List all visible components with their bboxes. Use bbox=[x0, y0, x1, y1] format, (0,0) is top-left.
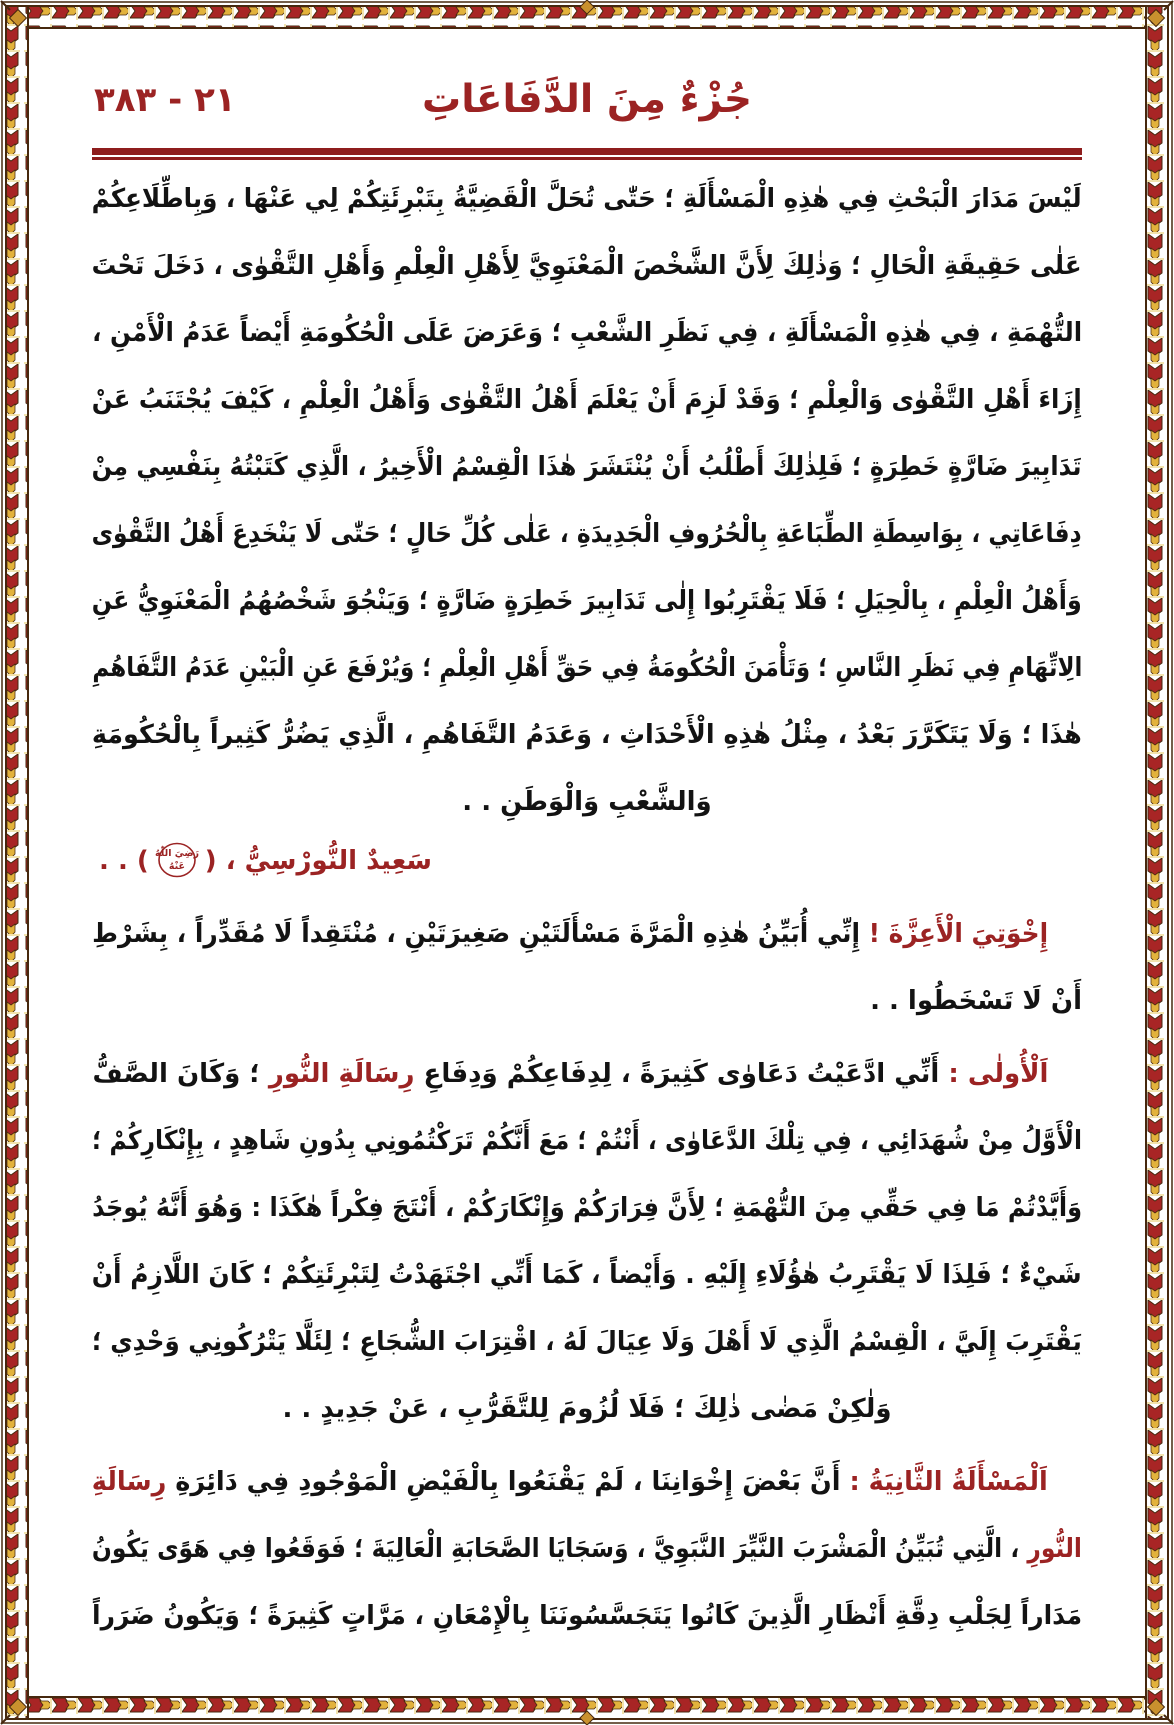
line-content bbox=[92, 568, 1082, 635]
page-title: جُزْءٌ مِنَ الدَّفَاعَاتِ bbox=[422, 77, 752, 122]
line-content bbox=[92, 1041, 1048, 1108]
text-segment: يَقْتَرِبَ إِلَيَّ ، الْقِسْمُ الَّذِي لَا أَهْلَ وَلَا عِيَالَ لَهُ ، اقْتِرَابَ الشُّجَاعِ ؛ لِئَلَّا يَتْرُكُونِي وَحْدِي ؛ bbox=[92, 1327, 1082, 1357]
line-content bbox=[92, 166, 1082, 233]
line-content bbox=[92, 367, 1082, 434]
line-content bbox=[92, 1516, 1082, 1583]
highlighted-term: النُّورِ bbox=[1027, 1534, 1082, 1564]
highlighted-term: ) . . bbox=[99, 846, 149, 876]
highlighted-term: رِسَالَةِ bbox=[92, 1467, 167, 1497]
signature-line bbox=[92, 828, 1082, 895]
line-content bbox=[462, 769, 711, 836]
text-segment: مَدَاراً لِجَلْبِ دِقَّةِ أَنْظَارِ الَّذِينَ كَانُوا يَتَجَسَّسُونَنَا بِالْإِمْعَانِ ، مَرَّاتٍ كَثِيرَةً ؛ وَيَكُونُ ضَرَراً bbox=[92, 1601, 1082, 1631]
paragraph bbox=[92, 1041, 1082, 1443]
page-number: ٢١ - ٣٨٣ bbox=[94, 80, 236, 120]
svg-text:عَنْهُ: عَنْهُ bbox=[168, 860, 185, 872]
text-segment: أَنَّ بَعْضَ إِخْوَانِنَا ، لَمْ يَقْنَعُوا بِالْفَيْضِ الْمَوْجُودِ فِي دَائِرَةِ bbox=[166, 1467, 841, 1497]
text-segment: التُّهْمَةِ ، فِي هٰذِهِ الْمَسْأَلَةِ ، فِي نَظَرِ الشَّعْبِ ؛ وَعَرَضَ عَلَى الْحُكُومَةِ أَيْضاً عَدَمُ الْأَمْنِ ، bbox=[92, 318, 1082, 348]
line-content bbox=[870, 968, 1082, 1035]
line-content bbox=[92, 1449, 1048, 1516]
line-content bbox=[92, 501, 1082, 568]
line-content bbox=[92, 635, 1082, 702]
text-segment: وَالشَّعْبِ وَالْوَطَنِ . . bbox=[462, 787, 712, 817]
line-content bbox=[92, 1309, 1082, 1376]
paragraph bbox=[92, 1449, 1082, 1650]
line-content bbox=[92, 1583, 1082, 1650]
paragraph bbox=[92, 166, 1082, 836]
text-line bbox=[92, 1309, 1082, 1376]
text-line bbox=[92, 1376, 1082, 1443]
text-segment: شَيْءٌ ؛ فَلِذَا لَا يَقْتَرِبُ هٰؤُلَاءِ إِلَيْهِ . وَأَيْضاً ، كَمَا أَنِّي اجْتَهَدْتُ لِتَبْرِئَتِكُمْ ؛ كَانَ اللَّازِمُ أَنْ bbox=[92, 1260, 1082, 1290]
paragraph bbox=[92, 901, 1082, 1035]
text-segment: وَأَيَّدْتُمْ مَا فِي حَقِّي مِنَ التُّهْمَةِ ؛ لِأَنَّ فِرَارَكُمْ وَإِنْكَارَكُمْ ، أَنْتَجَ فِكْراً هٰكَذَا : وَهُوَ أَنَّهُ يُوجَدُ bbox=[92, 1193, 1082, 1223]
highlighted-term: رِسَالَةِ النُّورِ bbox=[268, 1059, 414, 1089]
text-segment: الِاتِّهَامِ فِي نَظَرِ النَّاسِ ؛ وَتَأْمَنَ الْحُكُومَةُ فِي حَقِّ أَهْلِ الْعِلْمِ ؛ وَيُرْفَعَ عَنِ الْبَيْنِ عَدَمُ التَّفَاهُمِ bbox=[92, 653, 1082, 683]
svg-text:رَضِيَ اللّٰهُ: رَضِيَ اللّٰهُ bbox=[154, 847, 199, 859]
text-segment: أَنِّي ادَّعَيْتُ دَعَاوٰى كَثِيرَةً ، لِدِفَاعِكُمْ وَدِفَاعِ bbox=[413, 1059, 939, 1089]
text-line bbox=[92, 968, 1082, 1035]
text-line bbox=[92, 166, 1082, 233]
text-line bbox=[92, 1175, 1082, 1242]
text-segment: عَلٰى حَقِيقَةِ الْحَالِ ؛ وَذٰلِكَ لِأَنَّ الشَّخْصَ الْمَعْنَوِيَّ لِأَهْلِ الْعِلْمِ وَأَهْلِ التَّقْوٰى ، دَخَلَ تَحْتَ bbox=[92, 251, 1082, 281]
text-line bbox=[92, 901, 1082, 968]
line-content bbox=[92, 300, 1082, 367]
text-line bbox=[92, 635, 1082, 702]
text-segment: وَلٰكِنْ مَضٰى ذٰلِكَ ؛ فَلَا لُزُومَ لِلتَّقَرُّبِ ، عَنْ جَدِيدٍ . . bbox=[282, 1394, 892, 1424]
highlighted-term: سَعِيدٌ النُّورْسِيُّ ، ( bbox=[204, 846, 432, 876]
text-line bbox=[92, 1041, 1082, 1108]
text-line bbox=[92, 1516, 1082, 1583]
highlighted-term: اَلْأُولٰى : bbox=[938, 1059, 1048, 1089]
line-content bbox=[92, 434, 1082, 501]
line-content bbox=[92, 901, 1048, 968]
text-segment: وَأَهْلُ الْعِلْمِ ، بِالْحِيَلِ ؛ فَلَا يَقْتَرِبُوا إِلٰى تَدَابِيرَ خَطِرَةٍ ضَارَّةٍ ؛ وَيَنْجُوَ شَخْصُهُمُ الْمَعْنَوِيُّ عَنِ bbox=[92, 586, 1082, 616]
text-segment: إِزَاءَ أَهْلِ التَّقْوٰى وَالْعِلْمِ ؛ وَقَدْ لَزِمَ أَنْ يَعْلَمَ أَهْلُ التَّقْوٰى وَأَهْلُ الْعِلْمِ ، كَيْفَ يُجْتَنَبُ عَنْ bbox=[92, 385, 1082, 415]
text-line bbox=[92, 233, 1082, 300]
line-content bbox=[92, 702, 1082, 769]
line-content bbox=[92, 1175, 1082, 1242]
page-header bbox=[92, 72, 1082, 136]
text-line bbox=[92, 1449, 1082, 1516]
title-divider bbox=[92, 148, 1082, 160]
text-line bbox=[92, 434, 1082, 501]
line-content bbox=[99, 828, 432, 895]
text-line bbox=[92, 1242, 1082, 1309]
text-segment: ، الَّتِي تُبَيِّنُ الْمَشْرَبَ النَّيِّرَ النَّبَوِيَّ ، وَسَجَايَا الصَّحَابَةِ الْعَالِيَةَ ؛ فَوَقَعُوا فِي هَوًى يَكُونُ bbox=[92, 1534, 1028, 1564]
radiallahu-anhu-seal-icon bbox=[155, 839, 199, 881]
text-segment: إِنِّي أُبَيِّنُ هٰذِهِ الْمَرَّةَ مَسْأَلَتَيْنِ صَغِيرَتَيْنِ ، مُنْتَقِداً لَا مُقَدِّراً ، بِشَرْطِ bbox=[92, 919, 860, 949]
signature-paragraph bbox=[92, 828, 1082, 895]
divider-thick-line bbox=[92, 148, 1082, 155]
text-segment: ؛ وَكَانَ الصَّفُّ bbox=[91, 1059, 269, 1089]
text-line bbox=[92, 1108, 1082, 1175]
text-line bbox=[92, 367, 1082, 434]
text-segment: هٰذَا ؛ وَلَا يَتَكَرَّرَ بَعْدُ ، مِثْلُ هٰذِهِ الْأَحْدَاثِ ، وَعَدَمُ التَّفَاهُمِ ، الَّذِي يَضُرُّ كَثِيراً بِالْحُكُومَةِ bbox=[92, 720, 1082, 750]
highlighted-term: إِخْوَتِيَ الْأَعِزَّةَ ! bbox=[859, 919, 1048, 949]
text-segment: تَدَابِيرَ ضَارَّةٍ خَطِرَةٍ ؛ فَلِذٰلِكَ أَطْلُبُ أَنْ يُنْتَشَرَ هٰذَا الْقِسْمُ الْأَخِيرُ ، الَّذِي كَتَبْتُهُ بِنَفْسِي مِنْ bbox=[92, 452, 1082, 482]
text-segment: أَنْ لَا تَسْخَطُوا . . bbox=[870, 986, 1082, 1016]
text-segment: الْأَوَّلُ مِنْ شُهَدَائِي ، فِي تِلْكَ الدَّعَاوٰى ، أَنْتُمْ ؛ مَعَ أَنَّكُمْ تَرَكْتُمُونِي بِدُونِ شَاهِدٍ ، بِإِنْكَارِكُمْ ؛ bbox=[92, 1126, 1082, 1156]
highlighted-term: اَلْمَسْأَلَةُ الثَّانِيَةُ : bbox=[840, 1467, 1048, 1497]
line-content bbox=[92, 1242, 1082, 1309]
line-content bbox=[283, 1376, 892, 1443]
line-content bbox=[92, 233, 1082, 300]
text-line bbox=[92, 568, 1082, 635]
text-line bbox=[92, 702, 1082, 769]
body-text bbox=[92, 166, 1082, 1650]
text-line bbox=[92, 300, 1082, 367]
text-line bbox=[92, 1583, 1082, 1650]
divider-thin-line bbox=[92, 157, 1082, 160]
text-line bbox=[92, 501, 1082, 568]
text-segment: دِفَاعَاتِي ، بِوَاسِطَةِ الطِّبَاعَةِ بِالْحُرُوفِ الْجَدِيدَةِ ، عَلٰى كُلِّ حَالٍ ؛ حَتّٰى لَا يَنْخَدِعَ أَهْلُ التَّقْوٰى bbox=[92, 519, 1082, 549]
text-line bbox=[92, 769, 1082, 836]
line-content bbox=[92, 1108, 1082, 1175]
text-segment: لَيْسَ مَدَارَ الْبَحْثِ فِي هٰذِهِ الْمَسْأَلَةِ ؛ حَتّٰى تُحَلَّ الْقَضِيَّةُ بِتَبْرِئَتِكُمْ لِي عَنْهَا ، وَبِاطِّلَاعِكُمْ bbox=[92, 184, 1082, 214]
